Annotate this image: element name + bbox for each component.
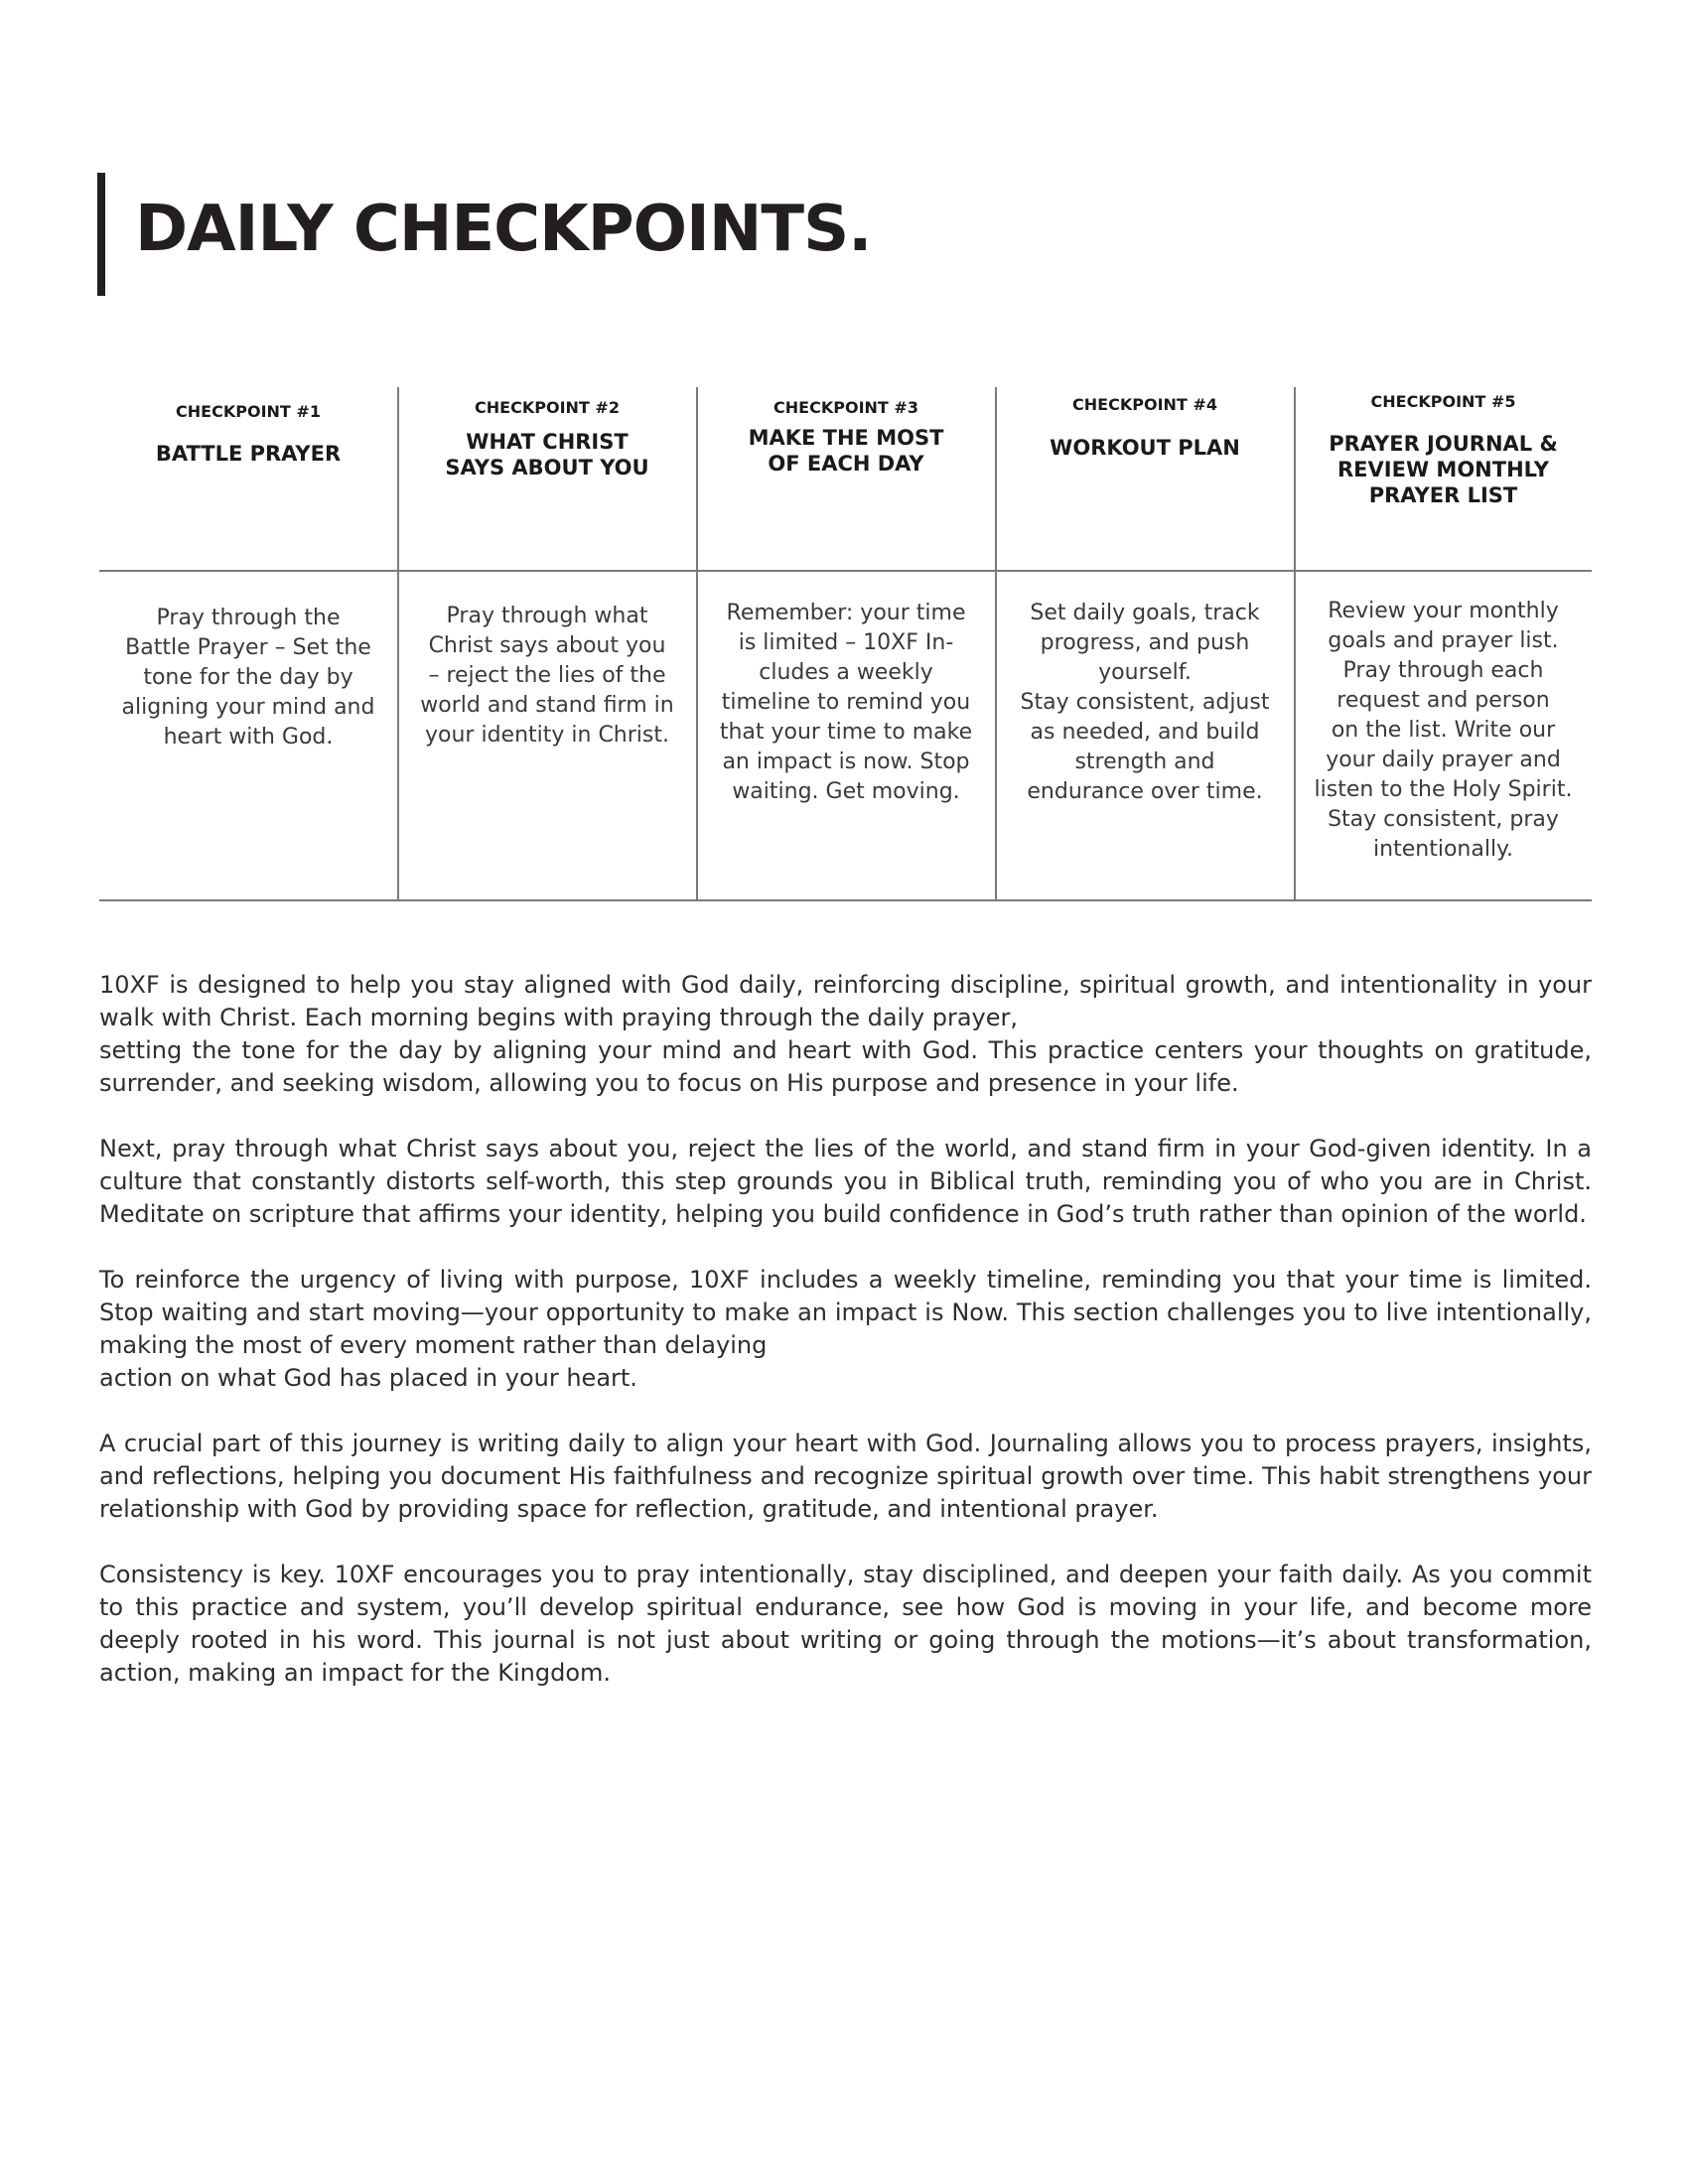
checkpoint-header [99,402,397,467]
checkpoint-number: CHECKPOINT #3 [774,398,918,417]
checkpoint-title: BATTLE PRAYER [155,442,342,466]
checkpoint-number: CHECKPOINT #2 [475,398,620,417]
paragraph-journaling: A crucial part of this journey is writing daily to align your heart with God. Journaling allows you to process prayers, insights, and reflections, helping you document His faithfulness and recognize spiritual growth over time. This habit strengthens your relationship with God by providing space for reflection, gratitude, and intentional prayer. [99,1430,1592,1523]
page-title: DAILY CHECKPOINTS. [135,193,872,266]
paragraph-intro: 10XF is designed to help you stay aligned with God daily, reinforcing discipline, spiritual growth, and intentionality in your walk with Christ. Each morning begins with praying through the daily prayer, setting the tone for the day by aligning your mind and heart with God. This practice centers your thoughts on gratitude, surrender, and seeking wisdom, allowing you to focus on His purpose and presence in your life. [99,971,1592,1097]
checkpoint-column-3 [697,387,995,901]
paragraph-consistency: Consistency is key. 10XF encourages you to pray intentionally, stay disciplined, and deepen your faith daily. As you commit to this practice and system, you’ll develop spiritual endurance, see how God is moving in your life, and become more deeply rooted in his word. This journal is not just about writing or going through the motions—it’s about transformation, action, making an impact for the Kingdom. [99,1561,1592,1687]
checkpoint-description: Pray through what Christ says about you – reject the lies of the world and stand firm in your identity in Christ. [420,604,674,748]
checkpoint-description: Review your monthly goals and prayer list. Pray through each request and person on the list. Write our your daily prayer and listen to the Holy Spirit. Stay consistent, pray intentionally. [1314,599,1573,862]
body-text [99,969,1592,1722]
checkpoint-number: CHECKPOINT #5 [1370,392,1516,411]
paragraph-timeline: To reinforce the urgency of living with purpose, 10XF includes a weekly timeline, reminding you that your time is limited. Stop waiting and start moving—your opportunity to make an impact is Now. This section challenges you to live intentionally, making the most of every moment rather than delaying action on what God has placed in your heart. [99,1266,1592,1392]
checkpoint-title: MAKE THE MOST OF EACH DAY [748,426,944,476]
checkpoint-number: CHECKPOINT #1 [176,402,321,421]
checkpoint-description: Set daily goals, track progress, and push yourself. Stay consistent, adjust as needed, and build strength and endurance over time. [1020,601,1270,804]
checkpoint-header [398,398,696,480]
checkpoint-description: Pray through the Battle Prayer – Set the tone for the day by aligning your mind and heart with God. [121,606,375,750]
checkpoint-column-2 [398,387,696,901]
checkpoint-title: WORKOUT PLAN [1050,436,1240,460]
paragraph-identity: Next, pray through what Christ says about you, reject the lies of the world, and stand firm in your God-given identity. In a culture that constantly distorts self-worth, this step grounds you in Biblical truth, reminding you of who you are in Christ. Meditate on scripture that affirms your identity, helping you build confidence in God’s truth rather than opinion of the world. [99,1135,1592,1228]
checkpoint-column-5 [1295,387,1592,901]
checkpoint-column-1 [99,387,397,901]
checkpoints-table [99,387,1592,901]
checkpoint-header [1295,392,1592,508]
checkpoint-column-4 [996,387,1294,901]
checkpoint-title: PRAYER JOURNAL & REVIEW MONTHLY PRAYER LIST [1329,432,1558,507]
checkpoint-header [697,398,995,477]
title-accent-bar [97,173,105,296]
checkpoint-title: WHAT CHRIST SAYS ABOUT YOU [445,430,649,479]
checkpoint-header [996,395,1294,461]
checkpoint-number: CHECKPOINT #4 [1072,395,1217,414]
checkpoint-description: Remember: your time is limited – 10XF In- cludes a weekly timeline to remind you that your time to make an impact is now. Stop waiting. Get moving. [719,601,973,804]
